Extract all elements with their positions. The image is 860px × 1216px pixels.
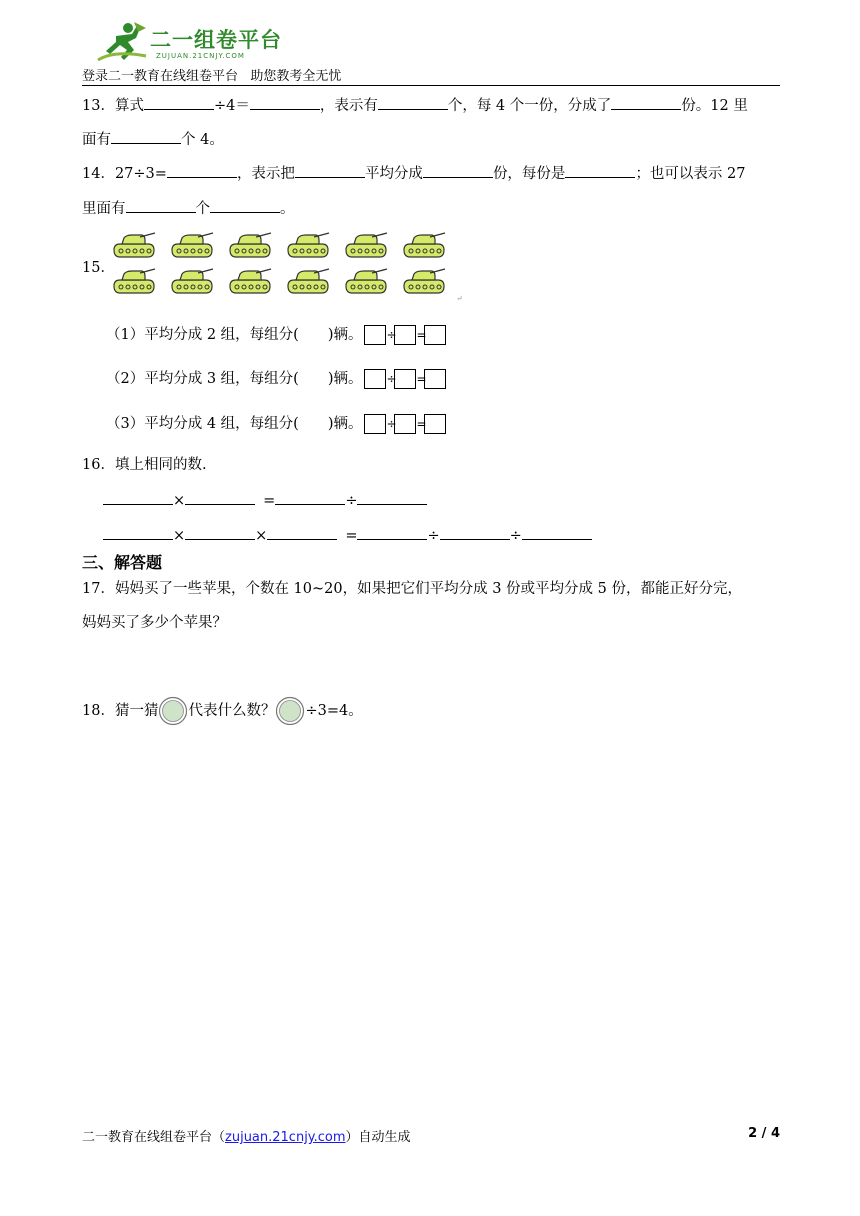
times-sign: × (173, 528, 186, 544)
q18-number: 18． (82, 703, 115, 719)
q13-blank-2[interactable] (250, 94, 320, 110)
q15-sub-1-box-dividend[interactable] (364, 325, 386, 345)
q13-text-3: ，表示有 (319, 98, 378, 114)
logo (94, 20, 284, 64)
equals-sign: = (263, 493, 276, 509)
footer-link[interactable]: zujuan.21cnjy.com (225, 1130, 346, 1145)
q18-line (82, 696, 363, 726)
header-divider (82, 85, 780, 86)
tank-icon (228, 266, 272, 296)
q16-r2-blank-2[interactable] (185, 524, 255, 540)
q14-text-5: ；也可以表示 27 (635, 166, 746, 182)
q13-blank-1[interactable] (144, 94, 214, 110)
q13-text-5: 份。12 里 (681, 98, 748, 114)
q15-sub-2-box-dividend[interactable] (364, 369, 386, 389)
logo-url: ZUJUAN.21CNJY.COM (156, 52, 245, 60)
q14-blank-2[interactable] (295, 162, 365, 178)
divide-sign: ÷ (345, 493, 358, 509)
q15-sub-3 (106, 413, 446, 435)
q13-blank-4[interactable] (611, 94, 681, 110)
footer-prefix: 二一教育在线组卷平台（ (82, 1130, 226, 1145)
q16-number: 16． (82, 457, 115, 473)
times-sign: × (255, 528, 268, 544)
q16-r1-blank-1[interactable] (103, 489, 173, 505)
q13-text-6: 面有 (82, 132, 111, 148)
q16-r1-blank-3[interactable] (275, 489, 345, 505)
equals-sign: = (416, 372, 427, 386)
q16-title-line (82, 455, 207, 475)
q15-sub-3-label: （3）平均分成 4 组，每组分( )辆。 (106, 416, 363, 432)
green-circle-icon (158, 696, 188, 726)
logo-name: 二一组卷平台 (150, 28, 282, 52)
q14-text-2: ，表示把 (236, 166, 295, 182)
q16-row-2 (103, 524, 592, 546)
divide-sign: ÷ (386, 417, 397, 431)
q17-line2: 妈妈买了多少个苹果？ (82, 615, 227, 631)
q15-sub-1 (106, 324, 446, 346)
q14-line1 (82, 162, 746, 184)
q16-r2-blank-5[interactable] (440, 524, 510, 540)
q14-blank-5[interactable] (126, 197, 196, 213)
q15-sub-1-box-quotient[interactable] (424, 325, 446, 345)
q18-text-3: ÷3=4。 (305, 703, 363, 719)
q14-line2 (82, 197, 295, 219)
divide-sign: ÷ (427, 528, 440, 544)
q15-sub-2-box-divisor[interactable] (394, 369, 416, 389)
q14-number: 14． (82, 166, 115, 182)
tank-icon (286, 230, 330, 260)
q15-sub-3-box-divisor[interactable] (394, 414, 416, 434)
q18-text-2: 代表什么数？ (188, 703, 276, 719)
q15-sub-3-box-dividend[interactable] (364, 414, 386, 434)
runner-logo-icon (94, 20, 152, 64)
q15-sub-2 (106, 368, 446, 390)
tank-icon (112, 266, 156, 296)
q16-r1-blank-2[interactable] (185, 489, 255, 505)
tank-icon (228, 230, 272, 260)
q14-blank-6[interactable] (210, 197, 280, 213)
page-number: 2 / 4 (748, 1126, 780, 1141)
q13-text-4: 个，每 4 个一份，分成了 (447, 98, 612, 114)
section-title: 三、解答题 (82, 553, 163, 572)
divide-sign: ÷ (386, 328, 397, 342)
q14-text-3: 平均分成 (364, 166, 423, 182)
q14-text-8: 。 (280, 201, 295, 217)
q16-title: 填上相同的数. (114, 457, 207, 473)
divide-sign: ÷ (509, 528, 522, 544)
tank-icon (112, 230, 156, 260)
q17-number: 17． (82, 581, 115, 597)
tank-icon (402, 230, 446, 260)
tank-icon (402, 266, 446, 296)
q16-r2-blank-4[interactable] (357, 524, 427, 540)
q15-sub-2-label: （2）平均分成 3 组，每组分( )辆。 (106, 371, 363, 387)
tank-icon (344, 230, 388, 260)
tank-icon (286, 266, 330, 296)
tank-icon (170, 230, 214, 260)
q14-blank-4[interactable] (565, 162, 635, 178)
equals-sign: = (416, 417, 427, 431)
divide-sign: ÷ (386, 372, 397, 386)
q14-text-1: 27÷3= (114, 166, 167, 182)
footer-suffix: ）自动生成 (345, 1130, 411, 1145)
image-return-mark: ↵ (456, 294, 463, 303)
q16-r2-blank-1[interactable] (103, 524, 173, 540)
equals-sign: = (416, 328, 427, 342)
q13-line1 (82, 94, 748, 116)
q14-text-6: 里面有 (82, 201, 126, 217)
q16-r1-blank-4[interactable] (357, 489, 427, 505)
green-circle-icon (275, 696, 305, 726)
q14-blank-3[interactable] (423, 162, 493, 178)
q15-sub-1-label: （1）平均分成 2 组，每组分( )辆。 (106, 327, 363, 343)
q13-number: 13． (82, 98, 115, 114)
q13-text-2: ÷4＝ (213, 98, 250, 114)
q17-line1 (82, 579, 742, 599)
tank-image (112, 230, 464, 302)
q14-text-4: 份，每份是 (492, 166, 566, 182)
q16-r2-blank-3[interactable] (267, 524, 337, 540)
q17-text-1: 妈妈买了一些苹果，个数在 10~20，如果把它们平均分成 3 份或平均分成 5 份，都能正好分完， (114, 581, 742, 597)
q13-line2 (82, 128, 224, 150)
footer-source (82, 1126, 411, 1145)
q15-sub-3-box-quotient[interactable] (424, 414, 446, 434)
q15-sub-2-box-quotient[interactable] (424, 369, 446, 389)
q13-text-1: 算式 (114, 98, 144, 114)
q15-sub-1-box-divisor[interactable] (394, 325, 416, 345)
times-sign: × (173, 493, 186, 509)
q16-row-1 (103, 489, 427, 511)
equals-sign: = (345, 528, 358, 544)
q13-blank-3[interactable] (378, 94, 448, 110)
q13-text-7: 个 4。 (181, 132, 224, 148)
q15-number: 15． (82, 260, 115, 276)
q14-blank-1[interactable] (167, 162, 237, 178)
q14-text-7: 个 (195, 201, 210, 217)
q16-r2-blank-6[interactable] (522, 524, 592, 540)
tank-icon (170, 266, 214, 296)
q18-text-1: 猜一猜 (114, 703, 159, 719)
tank-icon (344, 266, 388, 296)
header-slogan: 登录二一教育在线组卷平台 助您教考全无忧 (82, 69, 342, 84)
q13-blank-5[interactable] (111, 128, 181, 144)
